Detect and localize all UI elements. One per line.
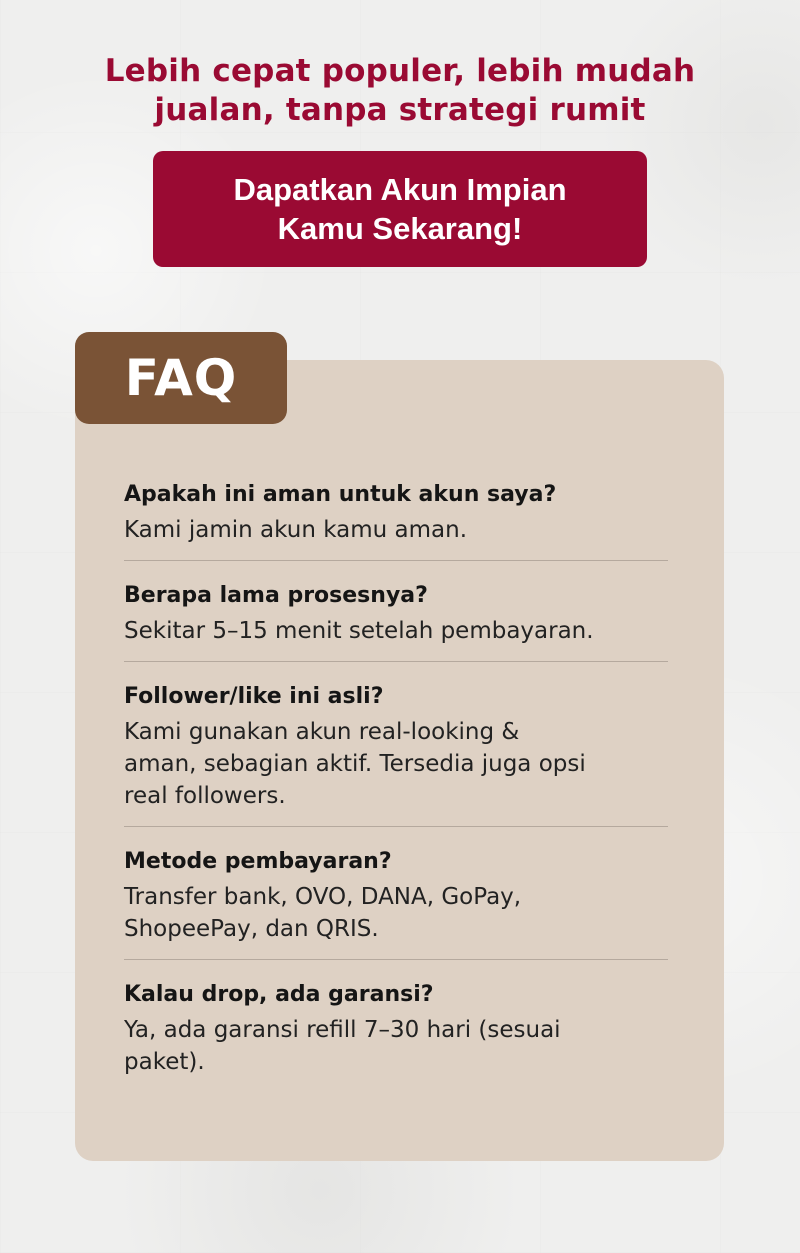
faq-answer-line: paket). <box>124 1049 205 1075</box>
cta-label-line-2: Kamu Sekarang! <box>277 211 523 246</box>
faq-question: Follower/like ini asli? <box>124 684 384 709</box>
faq-title: FAQ <box>75 332 287 424</box>
faq-question: Berapa lama prosesnya? <box>124 583 428 608</box>
hero-headline-line-2: jualan, tanpa strategi rumit <box>154 92 646 128</box>
faq-answer-line: real followers. <box>124 783 286 809</box>
faq-item-duration <box>124 561 668 662</box>
faq-answer <box>124 716 668 812</box>
faq-answer-line: aman, sebagian aktif. Tersedia juga opsi <box>124 751 586 777</box>
hero-headline-line-1: Lebih cepat populer, lebih mudah <box>104 53 696 89</box>
cta-label <box>233 170 566 248</box>
faq-answer-line: Kami gunakan akun real-looking & <box>124 719 520 745</box>
faq-question: Metode pembayaran? <box>124 849 392 874</box>
hero-headline <box>0 52 800 130</box>
faq-answer-line: Ya, ada garansi refill 7–30 hari (sesuai <box>124 1017 561 1043</box>
faq-answer-line: Sekitar 5–15 menit setelah pembayaran. <box>124 618 594 644</box>
faq-item-safety <box>124 478 668 561</box>
faq-item-guarantee <box>124 960 668 1092</box>
faq-answer-line: ShopeePay, dan QRIS. <box>124 916 379 942</box>
faq-item-authenticity <box>124 662 668 827</box>
faq-answer <box>124 514 668 546</box>
get-dream-account-button[interactable] <box>153 151 647 267</box>
faq-answer-line: Transfer bank, OVO, DANA, GoPay, <box>124 884 522 910</box>
faq-item-payment <box>124 827 668 960</box>
faq-answer <box>124 881 668 945</box>
faq-answer <box>124 615 668 647</box>
faq-answer <box>124 1014 668 1078</box>
faq-question: Kalau drop, ada garansi? <box>124 982 434 1007</box>
faq-answer-line: Kami jamin akun kamu aman. <box>124 517 468 543</box>
faq-list <box>124 478 668 1092</box>
faq-question: Apakah ini aman untuk akun saya? <box>124 482 557 507</box>
cta-label-line-1: Dapatkan Akun Impian <box>233 172 567 207</box>
